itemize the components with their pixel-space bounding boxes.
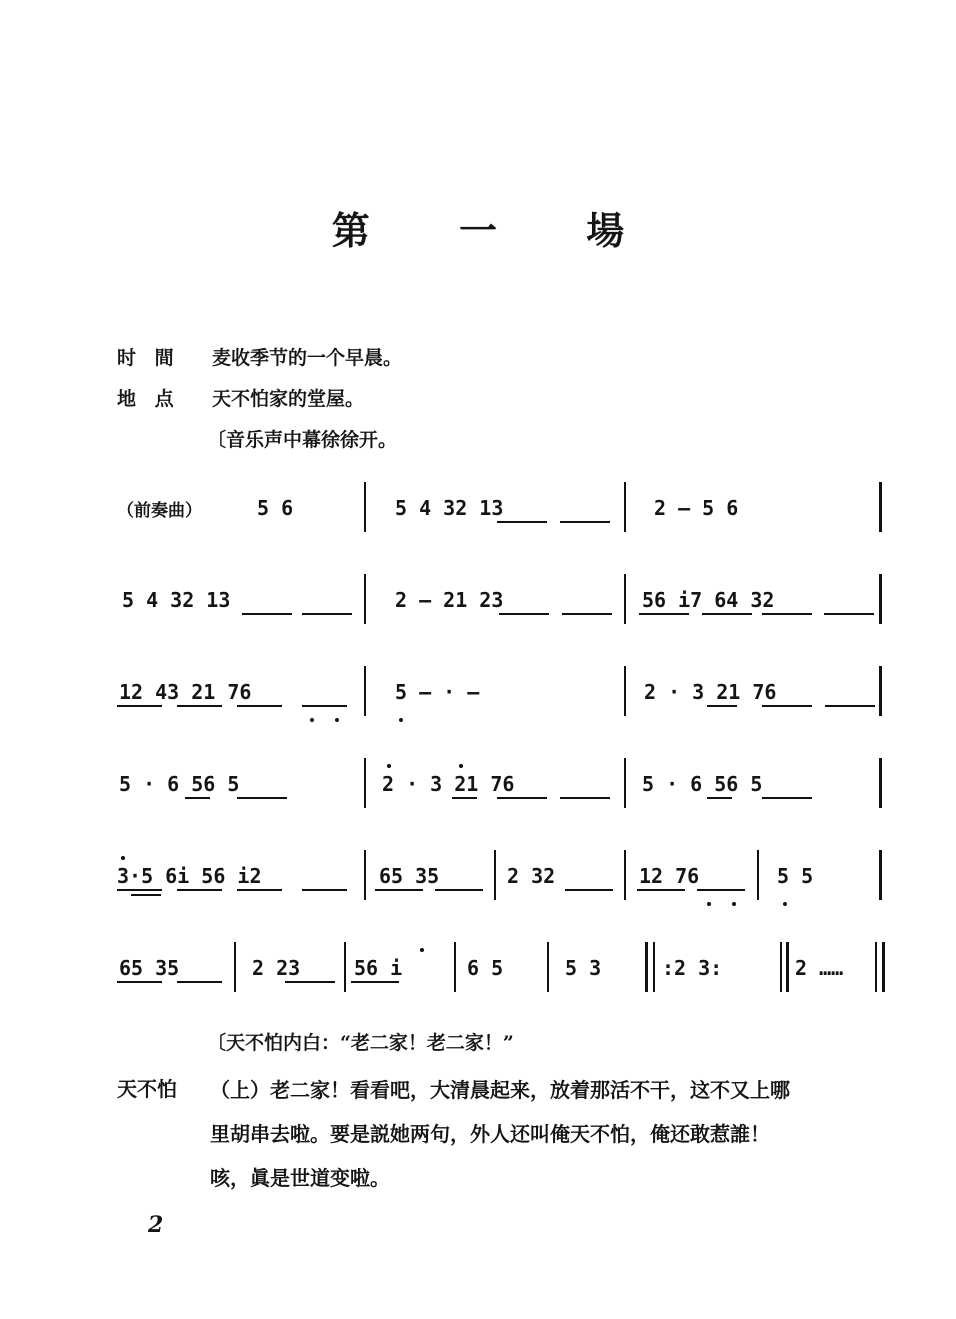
score-measure-text: 56 i7 64 32 xyxy=(642,588,775,612)
underline xyxy=(697,889,745,891)
underline xyxy=(302,705,347,707)
low-octave-dot xyxy=(310,718,314,722)
score-measure xyxy=(795,956,843,980)
low-octave-dot xyxy=(783,902,787,906)
underline xyxy=(375,889,423,891)
underline xyxy=(497,797,547,799)
barline xyxy=(344,942,346,992)
barline xyxy=(624,574,626,624)
final-barline xyxy=(875,942,877,992)
score-measure xyxy=(119,956,179,980)
score-measure-text: 6 5 xyxy=(467,956,504,980)
underline xyxy=(351,981,399,983)
barline xyxy=(364,482,366,532)
score-measure-text: 5 6 xyxy=(257,496,294,520)
place-value: 天不怕家的堂屋。 xyxy=(212,388,365,410)
underline xyxy=(560,521,610,523)
barline xyxy=(624,758,626,808)
underline xyxy=(452,797,477,799)
barline xyxy=(879,758,882,808)
underline xyxy=(242,613,292,615)
barline xyxy=(364,666,366,716)
score-row-2 xyxy=(117,574,897,666)
repeat-barline xyxy=(786,942,789,992)
score-measure xyxy=(354,956,402,980)
score-measure xyxy=(252,956,300,980)
score-row-3 xyxy=(117,666,897,758)
underline xyxy=(825,705,875,707)
music-score xyxy=(117,482,897,1034)
underline xyxy=(637,889,685,891)
repeat-barline xyxy=(653,942,655,992)
low-octave-dot xyxy=(399,718,403,722)
underline xyxy=(117,889,162,891)
score-measure xyxy=(395,588,503,612)
high-octave-dot xyxy=(459,764,463,768)
underline xyxy=(565,889,613,891)
score-measure-text: 5 · 6 56 5 xyxy=(119,772,240,796)
score-measure-text: 12 76 xyxy=(639,864,700,888)
underline xyxy=(435,889,483,891)
offstage-call: 〔天不怕内白：“老二家！老二家！” xyxy=(207,1032,514,1054)
underline xyxy=(117,705,162,707)
score-row-5 xyxy=(117,850,897,942)
score-measure xyxy=(642,772,762,796)
underline xyxy=(237,797,287,799)
score-measure xyxy=(654,496,738,520)
score-measure xyxy=(257,496,293,520)
score-row-6 xyxy=(117,942,897,1034)
underline xyxy=(707,797,732,799)
dialogue-line: （上）老二家！看看吧，大清晨起来，放着那活不干，这不又上哪 xyxy=(210,1078,790,1102)
place-line xyxy=(117,384,364,411)
score-measure-text: 56 i xyxy=(354,956,403,980)
speaker-name: 天不怕 xyxy=(117,1077,177,1101)
barline xyxy=(879,574,882,624)
barline xyxy=(624,482,626,532)
score-measure-text: 2 · 3 21 76 xyxy=(644,680,777,704)
underline xyxy=(762,797,812,799)
barline xyxy=(879,666,882,716)
barline xyxy=(757,850,759,900)
low-octave-dot xyxy=(707,902,711,906)
score-measure xyxy=(395,496,503,520)
score-row-4 xyxy=(117,758,897,850)
underline xyxy=(131,894,161,896)
underline xyxy=(702,613,752,615)
score-measure xyxy=(119,772,239,796)
score-measure-text: 12 43 21 76 xyxy=(119,680,252,704)
score-measure xyxy=(507,864,555,888)
final-barline xyxy=(882,942,885,992)
underline xyxy=(285,981,335,983)
barline xyxy=(879,482,882,532)
dialogue-block xyxy=(210,1068,900,1200)
score-measure xyxy=(395,680,479,704)
barline xyxy=(364,850,366,900)
place-label: 地 点 xyxy=(117,388,180,410)
time-value: 麦收季节的一个早晨。 xyxy=(212,347,403,369)
score-measure-text: 5 3 xyxy=(565,956,602,980)
time-line xyxy=(117,343,402,370)
underline xyxy=(499,613,549,615)
score-measure xyxy=(644,680,776,704)
underline xyxy=(177,981,222,983)
page-number: 2 xyxy=(148,1212,164,1238)
score-measure xyxy=(662,956,722,980)
score-measure xyxy=(117,864,262,888)
score-measure xyxy=(639,864,699,888)
score-measure-text: 2 32 xyxy=(507,864,556,888)
underline xyxy=(824,613,874,615)
prelude-label: （前奏曲） xyxy=(117,501,202,521)
score-measure-text: 5 5 xyxy=(777,864,814,888)
underline xyxy=(560,797,610,799)
low-octave-dot xyxy=(732,902,736,906)
high-octave-dot xyxy=(387,764,391,768)
score-measure-text: 5 — · — xyxy=(395,680,480,704)
score-measure xyxy=(379,864,439,888)
underline xyxy=(639,613,689,615)
underline xyxy=(237,705,282,707)
score-measure xyxy=(122,588,230,612)
barline xyxy=(234,942,236,992)
score-measure-text: 5 · 6 56 5 xyxy=(642,772,763,796)
underline xyxy=(562,613,612,615)
score-measure-text: 2 …… xyxy=(795,956,844,980)
repeat-barline xyxy=(645,942,648,992)
underline xyxy=(177,889,222,891)
score-measure-text: :2 3: xyxy=(662,956,723,980)
barline xyxy=(494,850,496,900)
barline xyxy=(454,942,456,992)
underline xyxy=(117,981,162,983)
repeat-barline xyxy=(780,942,782,992)
stage-direction: 〔音乐声中幕徐徐开。 xyxy=(207,429,398,451)
score-measure-text: 5 4 32 13 xyxy=(395,496,504,520)
time-label: 时 間 xyxy=(117,347,180,369)
underline xyxy=(762,613,812,615)
barline xyxy=(364,758,366,808)
score-measure-text: 5 4 32 13 xyxy=(122,588,231,612)
score-measure xyxy=(777,864,813,888)
high-octave-dot xyxy=(420,948,424,952)
underline xyxy=(185,797,210,799)
score-measure xyxy=(119,680,251,704)
dialogue-line: 咳，眞是世道变啦。 xyxy=(210,1166,390,1190)
score-measure-text: 2 23 xyxy=(252,956,301,980)
barline xyxy=(624,666,626,716)
underline xyxy=(302,613,352,615)
score-measure-text: 3·5 6i 56 i2 xyxy=(117,864,262,888)
score-measure-text: 65 35 xyxy=(119,956,180,980)
score-measure xyxy=(382,772,514,796)
score-measure xyxy=(467,956,503,980)
underline xyxy=(707,705,737,707)
scene-title: 第 一 場 xyxy=(331,208,663,253)
score-measure-text: 65 35 xyxy=(379,864,440,888)
barline xyxy=(879,850,882,900)
score-measure-text: 2 · 3 21 76 xyxy=(382,772,515,796)
low-octave-dot xyxy=(335,718,339,722)
score-measure-text: 2 — 5 6 xyxy=(654,496,739,520)
underline xyxy=(762,705,812,707)
barline xyxy=(547,942,549,992)
score-measure xyxy=(642,588,774,612)
score-measure-text: 2 — 21 23 xyxy=(395,588,504,612)
underline xyxy=(237,889,282,891)
barline xyxy=(364,574,366,624)
dialogue-line: 里胡串去啦。要是説她两句，外人还叫俺天不怕，俺还敢惹誰！ xyxy=(210,1122,770,1146)
score-row-1 xyxy=(117,482,897,574)
high-octave-dot xyxy=(121,856,125,860)
underline xyxy=(497,521,547,523)
score-measure xyxy=(565,956,601,980)
barline xyxy=(624,850,626,900)
underline xyxy=(177,705,222,707)
underline xyxy=(302,889,347,891)
